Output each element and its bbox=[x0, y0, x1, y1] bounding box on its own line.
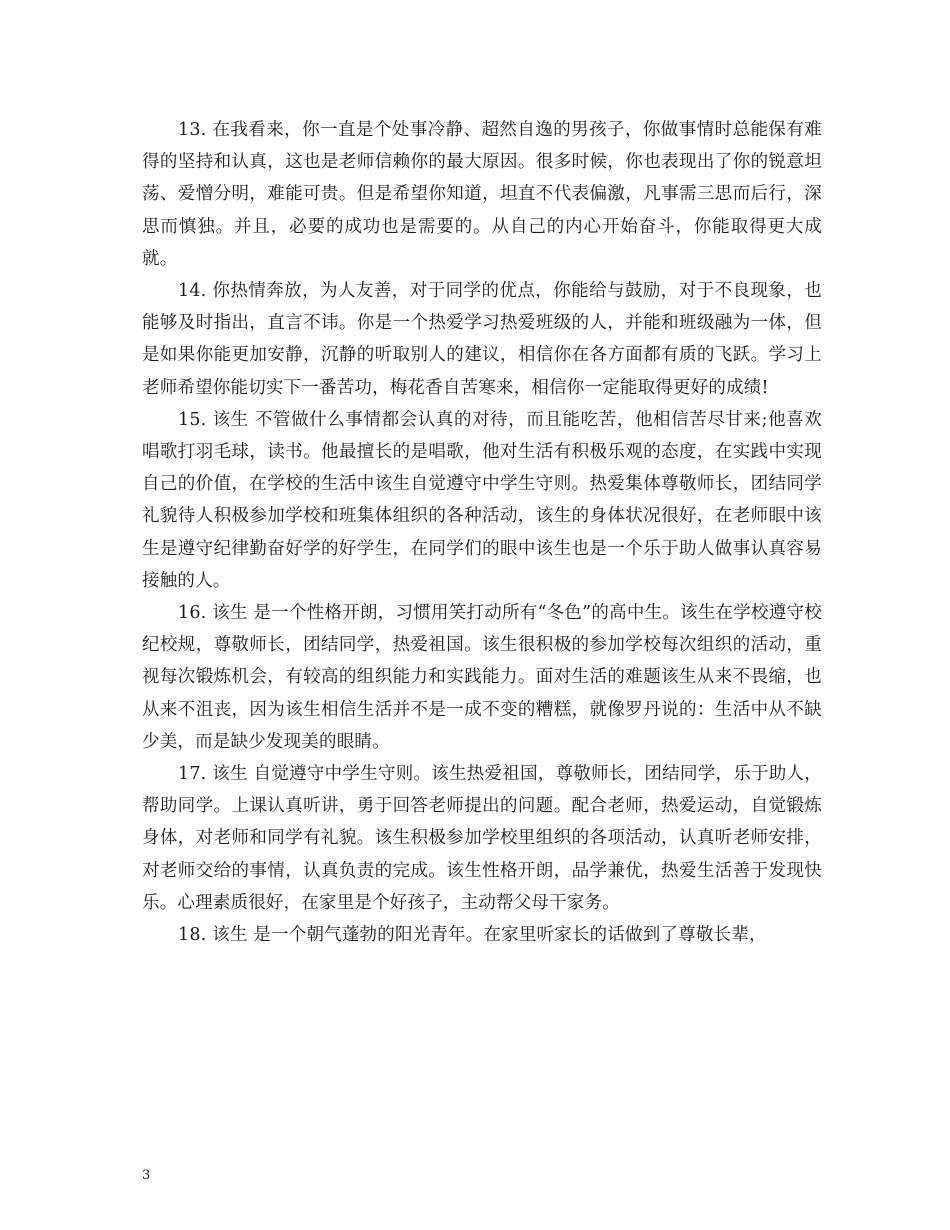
paragraph-15: 15. 该生 不管做什么事情都会认真的对待，而且能吃苦，他相信苦尽甘来;他喜欢唱歌打羽毛球，读书。他最擅长的是唱歌，他对生活有积极乐观的态度，在实践中实现自己的价值，在学校的生活中该生自觉遵守中学生守则。热爱集体尊敬师长，团结同学礼貌待人积极参加学校和班集体组织的各种活动，该生的身体状况很好，在老师眼中该生是遵守纪律勤奋好学的好学生，在同学们的眼中该生也是一个乐于助人做事认真容易接触的人。 bbox=[142, 409, 822, 591]
paragraph-17: 17. 该生 自觉遵守中学生守则。该生热爱祖国，尊敬师长，团结同学，乐于助人，帮助同学。上课认真听讲，勇于回答老师提出的问题。配合老师，热爱运动，自觉锻炼身体，对老师和同学有礼貌。该生积极参加学校里组织的各项活动，认真听老师安排，对老师交给的事情，认真负责的完成。该生性格开朗，品学兼优，热爱生活善于发现快乐。心理素质很好，在家里是个好孩子，主动帮父母干家务。 bbox=[142, 764, 822, 913]
paragraph-14: 14. 你热情奔放，为人友善，对于同学的优点，你能给与鼓励，对于不良现象，也能够及时指出，直言不讳。你是一个热爱学习热爱班级的人，并能和班级融为一体，但是如果你能更加安静，沉静的听取别人的建议，相信你在各方面都有质的飞跃。学习上老师希望你能切实下一番苦功，梅花香自苦寒来，相信你一定能取得更好的成绩! bbox=[142, 281, 822, 398]
paragraph-16: 16. 该生 是一个性格开朗，习惯用笑打动所有“冬色”的高中生。该生在学校遵守校纪校规，尊敬师长，团结同学，热爱祖国。该生很积极的参加学校每次组织的活动，重视每次锻炼机会，有较高的组织能力和实践能力。面对生活的难题该生从来不畏缩，也从来不沮丧，因为该生相信生活并不是一成不变的糟糕，就像罗丹说的：生活中从不缺少美，而是缺少发现美的眼睛。 bbox=[142, 603, 822, 752]
paragraph-13: 13. 在我看来，你一直是个处事冷静、超然自逸的男孩子，你做事情时总能保有难得的坚持和认真，这也是老师信赖你的最大原因。很多时候，你也表现出了你的锐意坦荡、爱憎分明，难能可贵。但是希望你知道，坦直不代表偏激，凡事需三思而后行，深思而慎独。并且，必要的成功也是需要的。从自己的内心开始奋斗，你能取得更大成就。 bbox=[142, 120, 822, 269]
page-number: 3 bbox=[142, 1168, 151, 1183]
document-body bbox=[142, 114, 822, 951]
paragraph-18: 18. 该生 是一个朝气蓬勃的阳光青年。在家里听家长的话做到了尊敬长辈， bbox=[178, 925, 767, 946]
